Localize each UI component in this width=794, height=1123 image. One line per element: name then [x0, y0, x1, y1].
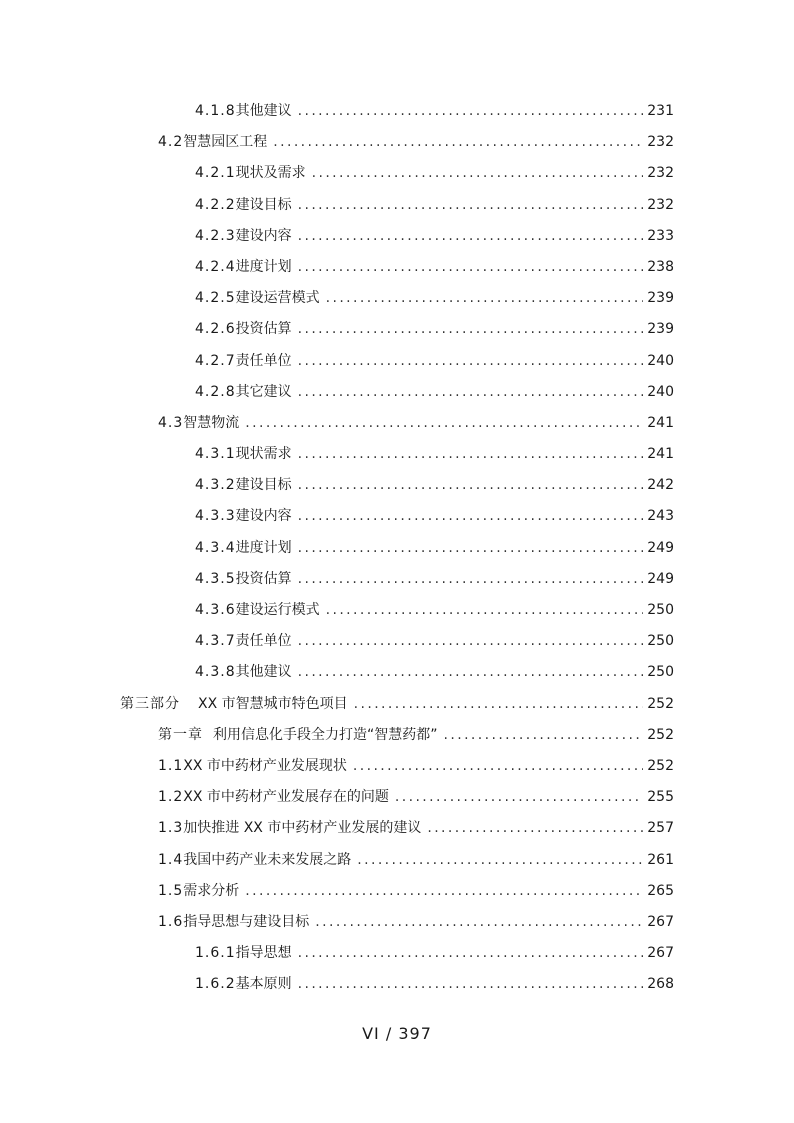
toc-dot-leader — [315, 907, 643, 938]
toc-entry[interactable] — [0, 158, 794, 189]
toc-entry-title: 指导思想 — [235, 945, 292, 962]
toc-entry-number: 1.4 — [158, 851, 184, 868]
toc-entry-number: 4.3.1 — [195, 446, 236, 463]
toc-dot-leader — [298, 501, 644, 532]
toc-entry[interactable] — [0, 501, 794, 532]
page-number-footer: VI / 397 — [362, 1024, 432, 1043]
toc-dot-leader — [298, 470, 644, 501]
toc-entry-number: 1.5 — [158, 882, 184, 899]
toc-entry[interactable] — [0, 564, 794, 595]
toc-entry-page: 232 — [647, 134, 674, 151]
toc-entry-page: 257 — [647, 820, 674, 837]
toc-entry-title: 加快推进 XX 市中药材产业发展的建议 — [183, 820, 422, 837]
toc-entry-page: 239 — [647, 321, 674, 338]
toc-entry-number: 4.2 — [158, 134, 184, 151]
toc-dot-leader — [298, 969, 644, 1000]
toc-entry-title: 进度计划 — [235, 258, 292, 275]
toc-entry-page: 250 — [647, 602, 674, 618]
toc-entry[interactable] — [0, 595, 794, 626]
toc-entry[interactable] — [0, 470, 794, 501]
toc-entry-number: 4.3.3 — [195, 508, 236, 525]
toc-entry-page: 239 — [647, 290, 674, 307]
toc-entry-page: 240 — [647, 352, 674, 369]
toc-entry[interactable] — [0, 96, 794, 127]
toc-entry-title: 建设目标 — [235, 477, 292, 494]
toc-entry-number: 1.6.2 — [195, 976, 236, 993]
toc-entry[interactable] — [0, 314, 794, 345]
toc-dot-leader — [354, 689, 644, 720]
toc-dot-leader — [427, 813, 643, 844]
toc-entry-title: 责任单位 — [235, 633, 292, 650]
toc-dot-leader — [298, 626, 644, 657]
toc-entry-number: 1.2 — [158, 789, 184, 806]
toc-entry-number: 4.2.8 — [195, 383, 236, 400]
toc-entry-title: 智慧物流 — [183, 414, 240, 431]
toc-entry-page: 267 — [647, 945, 674, 962]
toc-entry[interactable] — [0, 657, 794, 688]
toc-entry-page: 249 — [647, 570, 674, 587]
toc-entry-number: 第三部分 — [120, 695, 180, 712]
toc-entry[interactable] — [0, 533, 794, 564]
toc-entry-number: 4.2.5 — [195, 290, 236, 307]
toc-dot-leader — [245, 408, 643, 439]
toc-entry-title: 进度计划 — [235, 539, 292, 556]
toc-entry-page: 252 — [647, 726, 674, 743]
toc-entry-title: 智慧园区工程 — [183, 134, 268, 151]
toc-entry-title: 其他建议 — [235, 664, 292, 681]
toc-entry[interactable] — [0, 408, 794, 439]
toc-entry-page: 231 — [647, 103, 674, 119]
toc-entry-number: 4.3.6 — [195, 602, 236, 618]
toc-entry-page: 242 — [647, 477, 674, 494]
toc-dot-leader — [353, 751, 643, 782]
toc-entry-title: 建设目标 — [235, 196, 292, 213]
toc-entry-title: 需求分析 — [183, 882, 240, 899]
toc-entry-page: 241 — [647, 414, 674, 431]
table-of-contents — [0, 96, 794, 1000]
toc-entry[interactable] — [0, 252, 794, 283]
toc-entry-number: 4.3.5 — [195, 570, 236, 587]
toc-entry-title: 责任单位 — [235, 352, 292, 369]
toc-entry-title: 投资估算 — [235, 570, 292, 587]
toc-dot-leader — [298, 564, 644, 595]
toc-dot-leader — [298, 533, 644, 564]
toc-entry-title: 建设运行模式 — [235, 602, 320, 618]
toc-entry[interactable] — [0, 689, 794, 720]
toc-entry-page: 232 — [647, 165, 674, 182]
toc-entry[interactable] — [0, 127, 794, 158]
toc-dot-leader — [312, 158, 644, 189]
toc-dot-leader — [298, 439, 644, 470]
toc-dot-leader — [298, 190, 644, 221]
toc-entry[interactable] — [0, 377, 794, 408]
toc-entry[interactable] — [0, 720, 794, 751]
toc-entry-title: 其它建议 — [235, 383, 292, 400]
toc-entry-title: 利用信息化手段全力打造“智慧药都” — [213, 726, 438, 743]
toc-entry-number: 4.3 — [158, 414, 184, 431]
toc-entry-title: 建设内容 — [235, 227, 292, 244]
toc-entry-page: 252 — [647, 695, 674, 712]
toc-dot-leader — [326, 595, 644, 626]
toc-entry[interactable] — [0, 190, 794, 221]
toc-entry-number: 4.2.3 — [195, 227, 236, 244]
toc-entry-title: 现状需求 — [235, 446, 292, 463]
toc-entry[interactable] — [0, 283, 794, 314]
toc-entry-number: 1.1 — [158, 757, 184, 774]
toc-entry-number: 4.3.4 — [195, 539, 236, 556]
toc-entry[interactable] — [0, 938, 794, 969]
toc-entry-number: 4.3.7 — [195, 633, 236, 650]
toc-entry[interactable] — [0, 813, 794, 844]
toc-dot-leader — [298, 221, 644, 252]
toc-entry[interactable] — [0, 876, 794, 907]
toc-entry-page: 267 — [647, 913, 674, 930]
toc-entry-page: 249 — [647, 539, 674, 556]
toc-entry-number: 4.2.4 — [195, 258, 236, 275]
toc-entry[interactable] — [0, 346, 794, 377]
toc-dot-leader — [298, 314, 644, 345]
toc-entry-title: 现状及需求 — [235, 165, 306, 182]
toc-entry[interactable] — [0, 221, 794, 252]
toc-entry-number: 4.2.6 — [195, 321, 236, 338]
toc-entry-number: 4.2.7 — [195, 352, 236, 369]
toc-entry-title: 指导思想与建设目标 — [183, 913, 310, 930]
toc-entry-page: 261 — [647, 851, 674, 868]
toc-dot-leader — [273, 127, 643, 158]
toc-entry-number: 4.2.1 — [195, 165, 236, 182]
toc-dot-leader — [357, 845, 643, 876]
toc-entry[interactable] — [0, 626, 794, 657]
toc-dot-leader — [298, 377, 644, 408]
toc-entry-page: 250 — [647, 633, 674, 650]
toc-entry-number: 1.6 — [158, 913, 184, 930]
toc-entry-page: 252 — [647, 757, 674, 774]
toc-entry[interactable] — [0, 751, 794, 782]
toc-entry-title: XX 市智慧城市特色项目 — [198, 695, 348, 712]
toc-entry-title: 基本原则 — [235, 976, 292, 993]
toc-dot-leader — [444, 720, 644, 751]
toc-entry-page: 265 — [647, 882, 674, 899]
toc-entry[interactable] — [0, 845, 794, 876]
toc-entry-title: XX 市中药材产业发展存在的问题 — [183, 789, 389, 806]
toc-dot-leader — [298, 252, 644, 283]
toc-entry-title: 投资估算 — [235, 321, 292, 338]
toc-dot-leader — [326, 283, 644, 314]
toc-entry-title: XX 市中药材产业发展现状 — [183, 757, 347, 774]
toc-entry[interactable] — [0, 782, 794, 813]
toc-entry-page: 255 — [647, 789, 674, 806]
toc-entry-number: 4.1.8 — [195, 103, 236, 119]
toc-entry[interactable] — [0, 969, 794, 1000]
toc-entry[interactable] — [0, 439, 794, 470]
toc-entry-title: 建设运营模式 — [235, 290, 320, 307]
toc-entry-page: 240 — [647, 383, 674, 400]
toc-entry[interactable] — [0, 907, 794, 938]
toc-entry-number: 第一章 — [158, 726, 203, 743]
toc-entry-title: 我国中药产业未来发展之路 — [183, 851, 352, 868]
toc-entry-number: 4.2.2 — [195, 196, 236, 213]
toc-entry-page: 241 — [647, 446, 674, 463]
toc-entry-number: 1.6.1 — [195, 945, 236, 962]
toc-entry-title: 建设内容 — [235, 508, 292, 525]
toc-entry-number: 1.3 — [158, 820, 184, 837]
toc-dot-leader — [298, 938, 644, 969]
toc-dot-leader — [395, 782, 643, 813]
toc-dot-leader — [245, 876, 643, 907]
toc-dot-leader — [298, 96, 644, 127]
toc-dot-leader — [298, 657, 644, 688]
toc-entry-number: 4.3.8 — [195, 664, 236, 681]
toc-entry-page: 250 — [647, 664, 674, 681]
toc-entry-page: 243 — [647, 508, 674, 525]
toc-entry-page: 268 — [647, 976, 674, 993]
toc-entry-number: 4.3.2 — [195, 477, 236, 494]
toc-entry-page: 233 — [647, 227, 674, 244]
toc-entry-title: 其他建议 — [235, 103, 292, 119]
toc-entry-page: 238 — [647, 258, 674, 275]
toc-entry-page: 232 — [647, 196, 674, 213]
toc-dot-leader — [298, 346, 644, 377]
